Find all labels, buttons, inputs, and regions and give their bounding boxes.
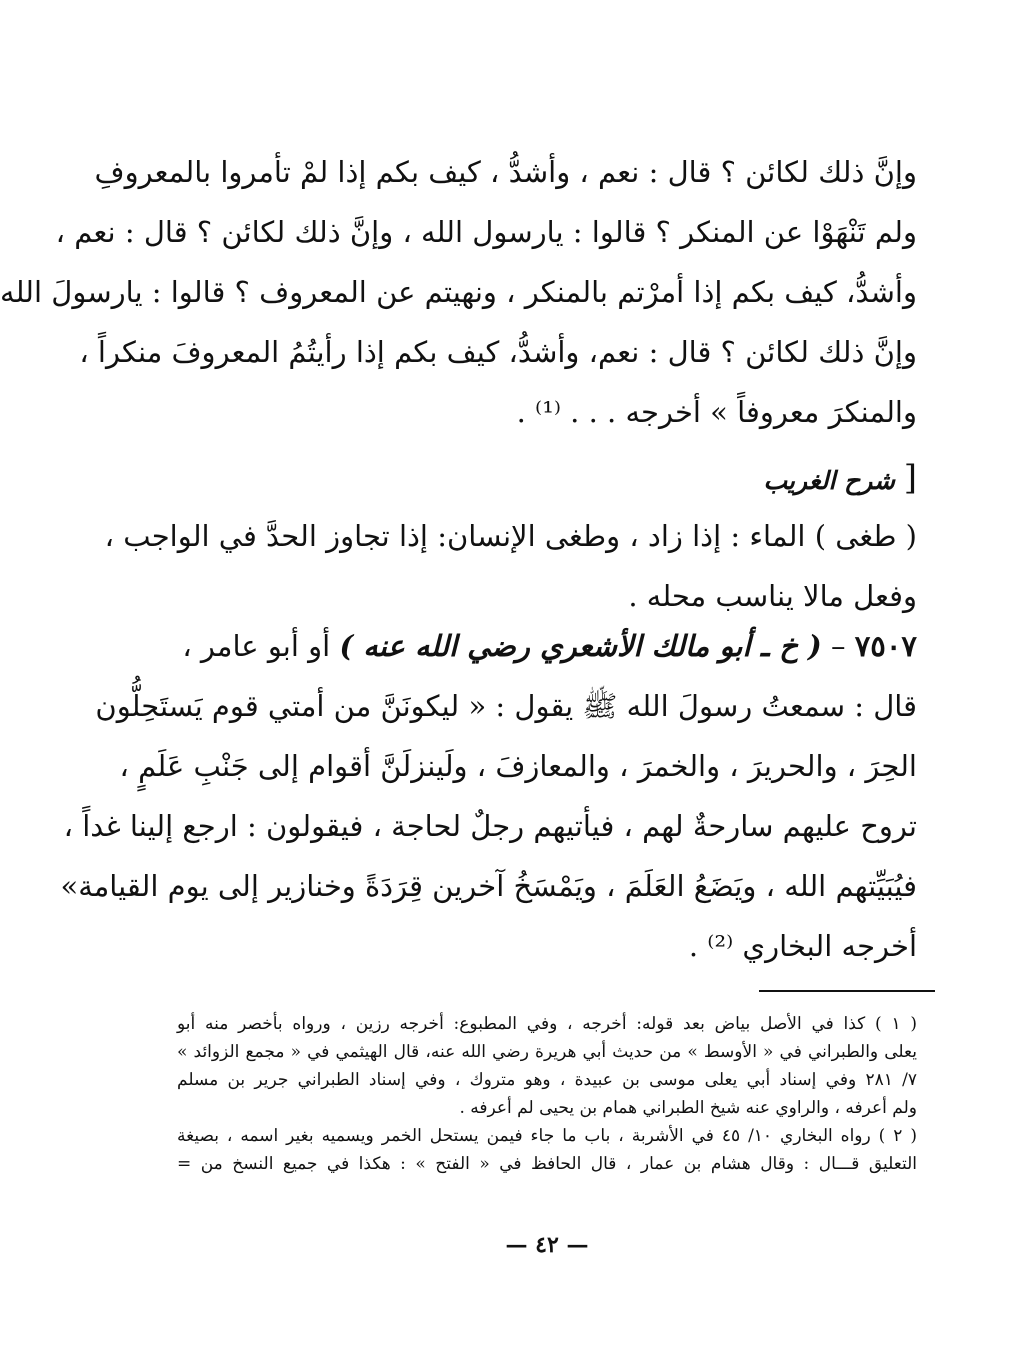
text-line: أخرجه البخاري ⁽²⁾ . [688,929,917,963]
footnote-line: يعلى والطبراني في « الأوسط » من حديث أبي هريرة رضي الله عنه، قال الهيثمي في « مجمع الزوائد » [177,1042,917,1062]
text-line: ( طغى ) الماء : إذا زاد ، وطغى الإنسان: إذا تجاوز الحدَّ في الواجب ، [104,519,917,553]
text-line: وأشدُّ، كيف بكم إذا أمرْتم بالمنكر ، ونهيتم عن المعروف ؟ قالوا : يارسولَ الله [0,275,917,309]
text-line: تروح عليهم سارحةٌ لهم ، فيأتيهم رجلٌ لحاجة ، فيقولون : ارجع إلينا غداً ، [63,809,917,843]
footnote-line: ( ٢ ) رواه البخاري ١٠/ ٤٥ في الأشربة ، باب ما جاء فيمن يستحل الخمر ويسميه بغير اسمه ، بصيغة [177,1126,917,1146]
footnotes [177,1010,917,1178]
paragraph-hadith-continuation [0,142,917,442]
footnote-line: ولم أعرفه ، والراوي عنه شيخ الطبراني همام بن يحيى لم أعرفه . [459,1098,917,1118]
text-line: فيُبَيِّتهم الله ، ويَضَعُ العَلَمَ ، ويَمْسَخُ آخرين قِرَدَةً وخنازير إلى يوم القيامة» [60,869,917,903]
paragraph-glossary [104,506,917,626]
text-line: ولم تَنْهَوْا عن المنكر ؟ قالوا : يارسول الله ، وإنَّ ذلك لكائن ؟ قال : نعم ، [55,215,917,249]
footnote-line: ( ١ ) كذا في الأصل بياض بعد قوله: أخرجه ، وفي المطبوع: أخرجه رزين ، ورواه بأخصر منه أبو [177,1014,917,1034]
paragraph-narration [60,616,917,976]
text-line: الحِرَ ، والحريرَ ، والخمرَ ، والمعازفَ ، ولَينزلَنَّ أقوام إلى جَنْبِ عَلَمٍ ، [119,749,917,783]
text-line: قال : سمعتُ رسولَ الله ﷺ يقول : « ليكونَنَّ من أمتي قوم يَستَحِلُّون [95,689,917,723]
section-heading [764,458,918,501]
footnote-line: التعليق قـــال : وقال هشام بن عمار ، قال الحافظ في « الفتح » : هكذا في جميع النسخ من = [177,1154,917,1174]
narration-number: ٧٥٠٧ [854,629,917,663]
page-number: — ٤٢ — [505,1232,589,1258]
text-line: وفعل مالا يناسب محله . [628,579,917,613]
text-line: وإنَّ ذلك لكائن ؟ قال : نعم ، وأشدُّ ، كيف بكم إذا لمْ تأمروا بالمعروفِ [94,155,917,189]
text-line: والمنكرَ معروفاً » أخرجه . . . ⁽¹⁾ . [516,395,917,429]
text-line: وإنَّ ذلك لكائن ؟ قال : نعم، وأشدُّ، كيف بكم إذا رأيتُمُ المعروفَ منكراً ، [79,335,917,369]
narration-first-line: ٧٥٠٧ – ( خ ـ أبو مالك الأشعري رضي الله عنه ) أو أبو عامر ، [182,629,917,663]
heading-bracket-open: [ [903,458,917,498]
heading-label: شرح الغريب [763,466,896,495]
narration-first-line-rest: أو أبو عامر ، [182,629,331,663]
footnote-divider [759,990,935,992]
narration-source: ( خ ـ أبو مالك الأشعري رضي الله عنه ) [339,629,822,663]
footnote-line: ٧/ ٢٨١ وفي إسناد أبي يعلى موسى بن عبيدة ، وهو متروك ، وفي إسناد الطبراني جرير بن مسلم [177,1070,917,1090]
